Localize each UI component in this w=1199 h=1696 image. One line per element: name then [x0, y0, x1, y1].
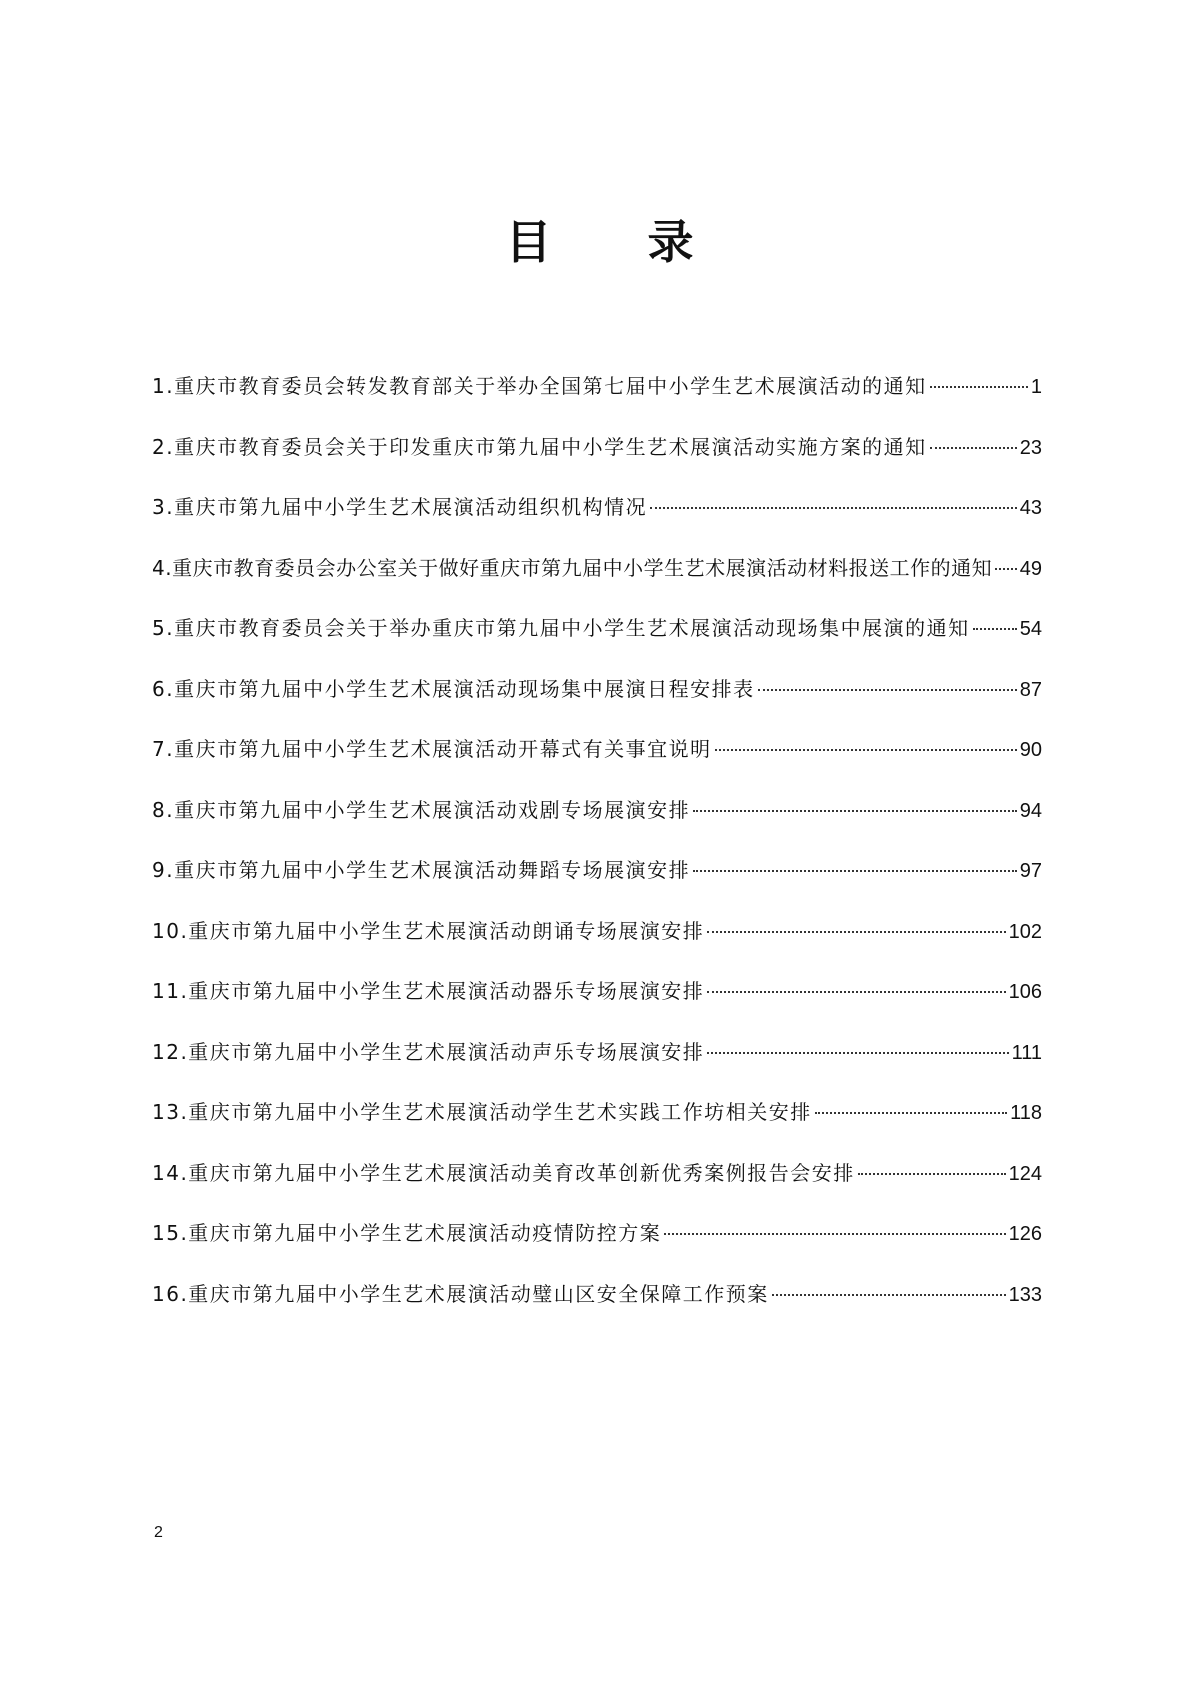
toc-entry-title: 12.重庆市第九届中小学生艺术展演活动声乐专场展演安排	[152, 1039, 705, 1064]
toc-entry-title: 8.重庆市第九届中小学生艺术展演活动戏剧专场展演安排	[152, 797, 691, 822]
toc-entry[interactable]	[152, 614, 1042, 675]
toc-entry-page: 87	[1019, 678, 1042, 701]
toc-entry-page: 90	[1019, 739, 1042, 761]
toc-dot-leader	[815, 1112, 1007, 1114]
toc-entry[interactable]	[152, 1098, 1042, 1159]
toc-entry[interactable]	[152, 1280, 1042, 1341]
toc-dot-leader	[664, 1233, 1005, 1235]
toc-entry[interactable]	[152, 796, 1042, 857]
toc-dot-leader	[930, 386, 1028, 388]
toc-entry-page: 124	[1008, 1162, 1042, 1185]
toc-entry-page: 1	[1030, 376, 1042, 398]
toc-entry-title: 16.重庆市第九届中小学生艺术展演活动璧山区安全保障工作预案	[152, 1281, 769, 1306]
toc-entry[interactable]	[152, 1219, 1042, 1280]
toc-entry-title: 7.重庆市第九届中小学生艺术展演活动开幕式有关事宜说明	[152, 737, 712, 761]
toc-entry-title: 3.重庆市第九届中小学生艺术展演活动组织机构情况	[152, 495, 648, 519]
toc-entry-page: 118	[1010, 1102, 1042, 1124]
toc-dot-leader	[707, 1052, 1008, 1054]
toc-entry[interactable]	[152, 554, 1042, 615]
toc-entry-page: 43	[1019, 497, 1042, 519]
page-title: 目 录	[505, 215, 734, 269]
toc-entry-title: 2.重庆市教育委员会关于印发重庆市第九届中小学生艺术展演活动实施方案的通知	[152, 434, 927, 459]
toc-dot-leader	[973, 628, 1017, 630]
toc-entry-page: 102	[1008, 920, 1042, 943]
toc-dot-leader	[858, 1173, 1006, 1175]
toc-entry-page: 94	[1019, 799, 1042, 822]
toc-entry-title: 1.重庆市教育委员会转发教育部关于举办全国第七届中小学生艺术展演活动的通知	[152, 374, 927, 398]
toc-entry[interactable]	[152, 433, 1042, 494]
toc-entry[interactable]	[152, 856, 1042, 917]
table-of-contents	[152, 372, 1042, 1340]
toc-dot-leader	[707, 931, 1005, 933]
toc-entry[interactable]	[152, 675, 1042, 736]
toc-entry-title: 5.重庆市教育委员会关于举办重庆市第九届中小学生艺术展演活动现场集中展演的通知	[152, 616, 970, 640]
toc-entry-page: 23	[1019, 436, 1042, 459]
toc-dot-leader	[693, 870, 1017, 872]
toc-entry[interactable]	[152, 735, 1042, 796]
toc-entry-page: 126	[1008, 1223, 1042, 1245]
toc-entry-title: 13.重庆市第九届中小学生艺术展演活动学生艺术实践工作坊相关安排	[152, 1100, 812, 1124]
toc-dot-leader	[693, 810, 1017, 812]
toc-dot-leader	[930, 447, 1017, 449]
toc-entry-title: 11.重庆市第九届中小学生艺术展演活动器乐专场展演安排	[152, 979, 705, 1003]
toc-dot-leader	[772, 1294, 1006, 1296]
page-number: 2	[154, 1524, 163, 1541]
toc-entry-page: 49	[1019, 557, 1042, 580]
toc-entry-page: 111	[1011, 1041, 1042, 1064]
toc-entry-title: 6.重庆市第九届中小学生艺术展演活动现场集中展演日程安排表	[152, 676, 755, 701]
toc-entry-title: 10.重庆市第九届中小学生艺术展演活动朗诵专场展演安排	[152, 918, 705, 943]
toc-entry-title: 4.重庆市教育委员会办公室关于做好重庆市第九届中小学生艺术展演活动材料报送工作的通知	[152, 555, 993, 580]
toc-entry-title: 9.重庆市第九届中小学生艺术展演活动舞蹈专场展演安排	[152, 858, 691, 882]
toc-entry[interactable]	[152, 493, 1042, 554]
toc-entry-title: 14.重庆市第九届中小学生艺术展演活动美育改革创新优秀案例报告会安排	[152, 1160, 855, 1185]
toc-entry-page: 54	[1019, 618, 1042, 640]
toc-entry-page: 97	[1019, 860, 1042, 882]
toc-dot-leader	[715, 749, 1017, 751]
toc-entry[interactable]	[152, 917, 1042, 978]
toc-entry-page: 106	[1008, 981, 1042, 1003]
toc-entry-title: 15.重庆市第九届中小学生艺术展演活动疫情防控方案	[152, 1221, 662, 1245]
toc-dot-leader	[995, 568, 1017, 570]
toc-dot-leader	[650, 507, 1017, 509]
toc-entry[interactable]	[152, 1038, 1042, 1099]
toc-dot-leader	[707, 991, 1005, 993]
toc-entry[interactable]	[152, 977, 1042, 1038]
toc-entry-page: 133	[1008, 1283, 1042, 1306]
toc-entry[interactable]	[152, 1159, 1042, 1220]
toc-entry[interactable]	[152, 372, 1042, 433]
toc-dot-leader	[758, 689, 1017, 691]
